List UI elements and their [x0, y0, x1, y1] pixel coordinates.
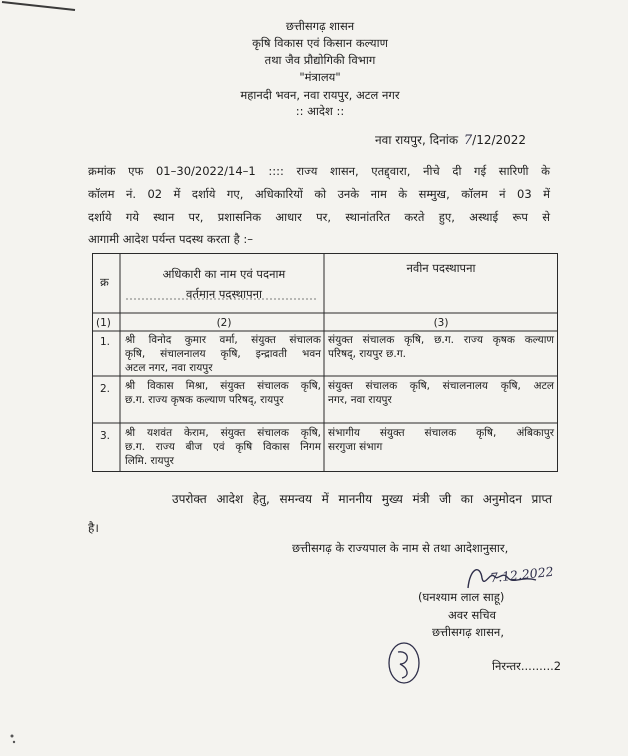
- header-officer-line-2: वर्तमान पदस्थापना: [186, 287, 262, 301]
- index-col-3: (3): [433, 317, 449, 329]
- initials-mark: [380, 638, 430, 690]
- row-1-new-posting-line-1: संयुक्त संचालक कृषि, छ.ग. राज्य कृषक कल्याण: [328, 334, 554, 346]
- header-government: छत्तीसगढ़ शासन: [285, 19, 355, 33]
- header-address: महानदी भवन, नवा रायपुर, अटल नगर: [240, 88, 400, 102]
- row-1-sno: 1.: [100, 336, 111, 348]
- header-mantralaya: "मंत्रालय": [299, 70, 341, 84]
- row-2-new-posting-line-2: नगर, नवा रायपुर: [328, 394, 392, 406]
- date-place-label: नवा रायपुर, दिनांक: [375, 133, 459, 147]
- index-col-1: (1): [96, 317, 111, 329]
- row-2-officer-line-1: श्री विकास मिश्रा, संयुक्त संचालक कृषि,: [125, 380, 321, 392]
- order-text-line-3: दर्शाये गये स्थान पर, प्रशासनिक आधार पर, स्थानांतरित करते हुए, अस्थाई रूप से: [88, 210, 550, 224]
- row-3-new-posting-line-2: सरगुजा संभाग: [328, 441, 383, 453]
- row-2-officer-line-2: छ.ग. राज्य कृषक कल्याण परिषद्, रायपुर: [125, 394, 284, 406]
- continuation-note: निरन्तर.........2: [492, 659, 562, 673]
- pen-mark-top-left: [0, 0, 80, 20]
- row-3-officer-line-2: छ.ग. राज्य बीज एवं कृषि विकास निगम: [125, 441, 321, 453]
- date-line: [375, 131, 526, 148]
- header-department: कृषि विकास एवं किसान कल्याण: [252, 36, 388, 50]
- row-1-officer-line-1: श्री विनोद कुमार वर्मा, संयुक्त संचालक: [125, 334, 321, 346]
- row-3-officer-line-3: लिमि. रायपुर: [125, 455, 174, 467]
- approval-line-1: उपरोक्त आदेश हेतु, समन्वय में माननीय मुख्य मंत्री जी का अनुमोदन प्राप्त: [172, 492, 552, 506]
- row-1-officer-line-2: कृषि, संचालनालय कृषि, इन्द्रावती भवन: [125, 348, 321, 360]
- signature-date: 7.12.2022: [489, 563, 555, 586]
- header-sno: क्र: [100, 275, 109, 289]
- header-officer-line-1: अधिकारी का नाम एवं पदनाम: [162, 267, 286, 281]
- row-1-new-posting-line-2: परिषद्, रायपुर छ.ग.: [328, 348, 406, 360]
- date-month-year: /12/2022: [472, 133, 527, 147]
- signatory-department: छत्तीसगढ़ शासन,: [432, 625, 504, 639]
- row-3-sno: 3.: [100, 430, 111, 442]
- signatory-designation: अवर सचिव: [448, 608, 496, 622]
- row-2-sno: 2.: [100, 383, 111, 395]
- order-text-line-1: क्रमांक एफ 01–30/2022/14–1 :::: राज्य शासन, एतद्द्वारा, नीचे दी गई सारिणी के: [88, 164, 550, 178]
- transfer-table: [92, 253, 558, 473]
- row-2-new-posting-line-1: संयुक्त संचालक कृषि, संचालनालय कृषि, अटल: [328, 380, 554, 392]
- order-text-line-2: कॉलम नं. 02 में दर्शाये गए, अधिकारियों को उनके नाम के सम्मुख, कॉलम नं 03 में: [88, 187, 550, 201]
- order-text-line-4: आगामी आदेश पर्यन्त पदस्थ करता है :–: [88, 232, 254, 246]
- row-3-new-posting-line-1: संभागीय संयुक्त संचालक कृषि, अंबिकापुर: [328, 427, 554, 439]
- row-3-officer-line-1: श्री यशवंत केराम, संयुक्त संचालक कृषि,: [125, 427, 321, 439]
- date-day-handwritten: 7: [463, 133, 473, 148]
- index-col-2: (2): [216, 317, 232, 329]
- signatory-name: (घनश्याम लाल साहू): [418, 590, 505, 604]
- header-department-2: तथा जैव प्रौद्योगिकी विभाग: [264, 53, 376, 67]
- signature-authority: छत्तीसगढ़ के राज्यपाल के नाम से तथा आदेशानुसार,: [292, 541, 509, 555]
- approval-line-2: है।: [88, 521, 99, 535]
- margin-marks: [0, 730, 628, 750]
- row-1-officer-line-3: अटल नगर, नवा रायपुर: [125, 362, 213, 374]
- header-order-title: :: आदेश ::: [295, 104, 345, 118]
- header-new-posting: नवीन पदस्थापना: [406, 261, 476, 275]
